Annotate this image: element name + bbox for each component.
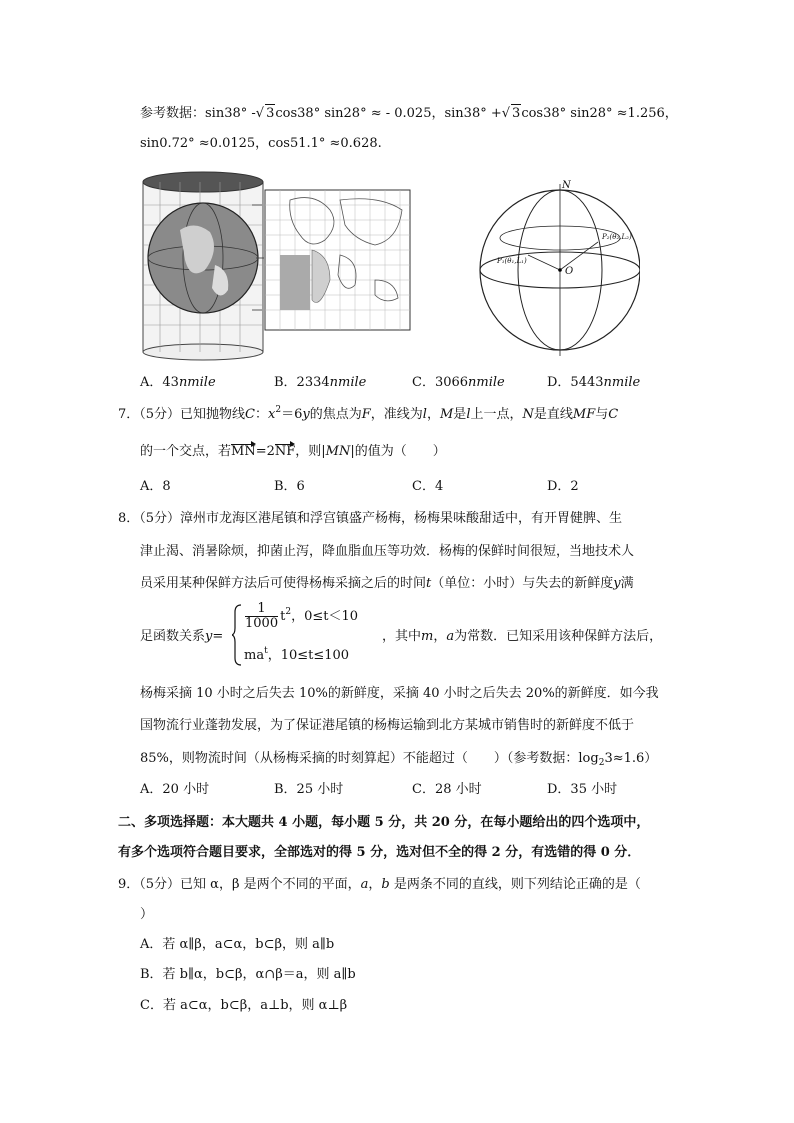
q9-option-a[interactable]: A．若 α∥β，a⊂α，b⊂β，则 a∥b (140, 937, 335, 952)
q8-line-5: 杨梅采摘 10 小时之后失去 10%的新鲜度，采摘 40 小时之后失去 20%的新鲜度．如今我 (140, 686, 659, 701)
piecewise-case-2: $ma^t$，10≤t≤100 (244, 646, 350, 663)
q8-line-7: 85%，则物流时间（从杨梅采摘的时刻算起）不能超过（ ）（参考数据：$\log_23\approx 1.6$） (140, 751, 658, 768)
q7-line-2: 的一个交点，若MN=2NF，则|MN|的值为（ ） (140, 444, 446, 459)
q8-line-2: 津止渴、消暑除烦，抑菌止泻，降血脂血压等功效．杨梅的保鲜时间很短，当地技术人 (140, 544, 635, 559)
q6-option-c[interactable]: C．3066nmile (412, 375, 505, 390)
fraction: $\frac{1}{1000}$ (245, 601, 279, 631)
sqrt-symbol: √ (255, 106, 265, 121)
piecewise-brace (232, 604, 242, 666)
piecewise-case-1: $\frac{1}{1000}$ $t^2$，0≤t＜10 (245, 601, 358, 631)
q6-option-b[interactable]: B．2334nmile (274, 375, 367, 390)
q9-line-2: ） (140, 907, 154, 922)
q9-option-b[interactable]: B．若 b∥α，b⊂β，α∩β＝a，则 a∥b (140, 967, 356, 982)
sphere-label-p1: P₁(θ₁,L₁) (497, 257, 527, 265)
q7-option-c[interactable]: C．4 (412, 479, 444, 494)
q8-option-d[interactable]: D．35 小时 (547, 782, 618, 797)
q8-option-c[interactable]: C．28 小时 (412, 782, 482, 797)
q7-option-b[interactable]: B．6 (274, 479, 305, 494)
q8-line-4-suffix: ，其中m，a为常数．已知采用该种保鲜方法后， (382, 629, 663, 644)
q8-line-4-prefix: 足函数关系y= (140, 629, 224, 644)
q6-option-d[interactable]: D．5443nmile (547, 375, 641, 390)
q7-line-1: 7．（5分）已知抛物线C：$x^2=6y$的焦点为F，准线为l，M是l上一点，N是直线MF与C (118, 405, 619, 422)
q8-line-6: 国物流行业蓬勃发展，为了保证港尾镇的杨梅运输到北方某城市销售时的新鲜度不低于 (140, 718, 635, 733)
q9-option-c[interactable]: C．若 a⊂α，b⊂β，a⊥b，则 α⊥β (140, 998, 348, 1013)
q7-option-a[interactable]: A．8 (140, 479, 171, 494)
q8-line-1: 8．（5分）漳州市龙海区港尾镇和浮宫镇盛产杨梅，杨梅果味酸甜适中，有开胃健脾、生 (118, 511, 623, 526)
reference-line-2: sin0.72° ≈0.0125，cos51.1° ≈0.628. (140, 136, 382, 151)
q8-option-a[interactable]: A．20 小时 (140, 782, 210, 797)
q9-line-1: 9．（5分）已知 α，β 是两个不同的平面，a，b 是两条不同的直线，则下列结论正确的是（ (118, 877, 641, 892)
sphere-label-n: N (562, 180, 571, 191)
vector-nf: NF (274, 444, 296, 459)
section-2-heading-line-2: 有多个选项符合题目要求，全部选对的得 5 分，选对但不全的得 2 分，有选错的得 0 分． (118, 845, 641, 860)
section-2-heading-line-1: 二、多项选择题：本大题共 4 小题，每小题 5 分，共 20 分，在每小题给出的四个选项中， (118, 815, 650, 830)
sphere-figure (480, 184, 640, 356)
world-map-figure (265, 190, 410, 330)
sqrt-symbol: √ (501, 106, 511, 121)
q6-option-a[interactable]: A．43nmile (140, 375, 216, 390)
q8-option-b[interactable]: B．25 小时 (274, 782, 344, 797)
q7-option-d[interactable]: D．2 (547, 479, 579, 494)
q8-line-3: 员采用某种保鲜方法后可使得杨梅采摘之后的时间t（单位：小时）与失去的新鲜度y满 (140, 576, 634, 591)
cylinder-globe-figure (143, 172, 263, 360)
sphere-label-o: O (565, 266, 574, 277)
reference-line-1: 参考数据：sin38° -√ 3cos38° sin28° ≈ - 0.025，sin38° +√ 3cos38° sin28° ≈1.256， (140, 106, 678, 121)
sphere-label-p2: P₂(θ₂,L₂) (602, 233, 632, 241)
vector-mn: MN (231, 444, 256, 459)
